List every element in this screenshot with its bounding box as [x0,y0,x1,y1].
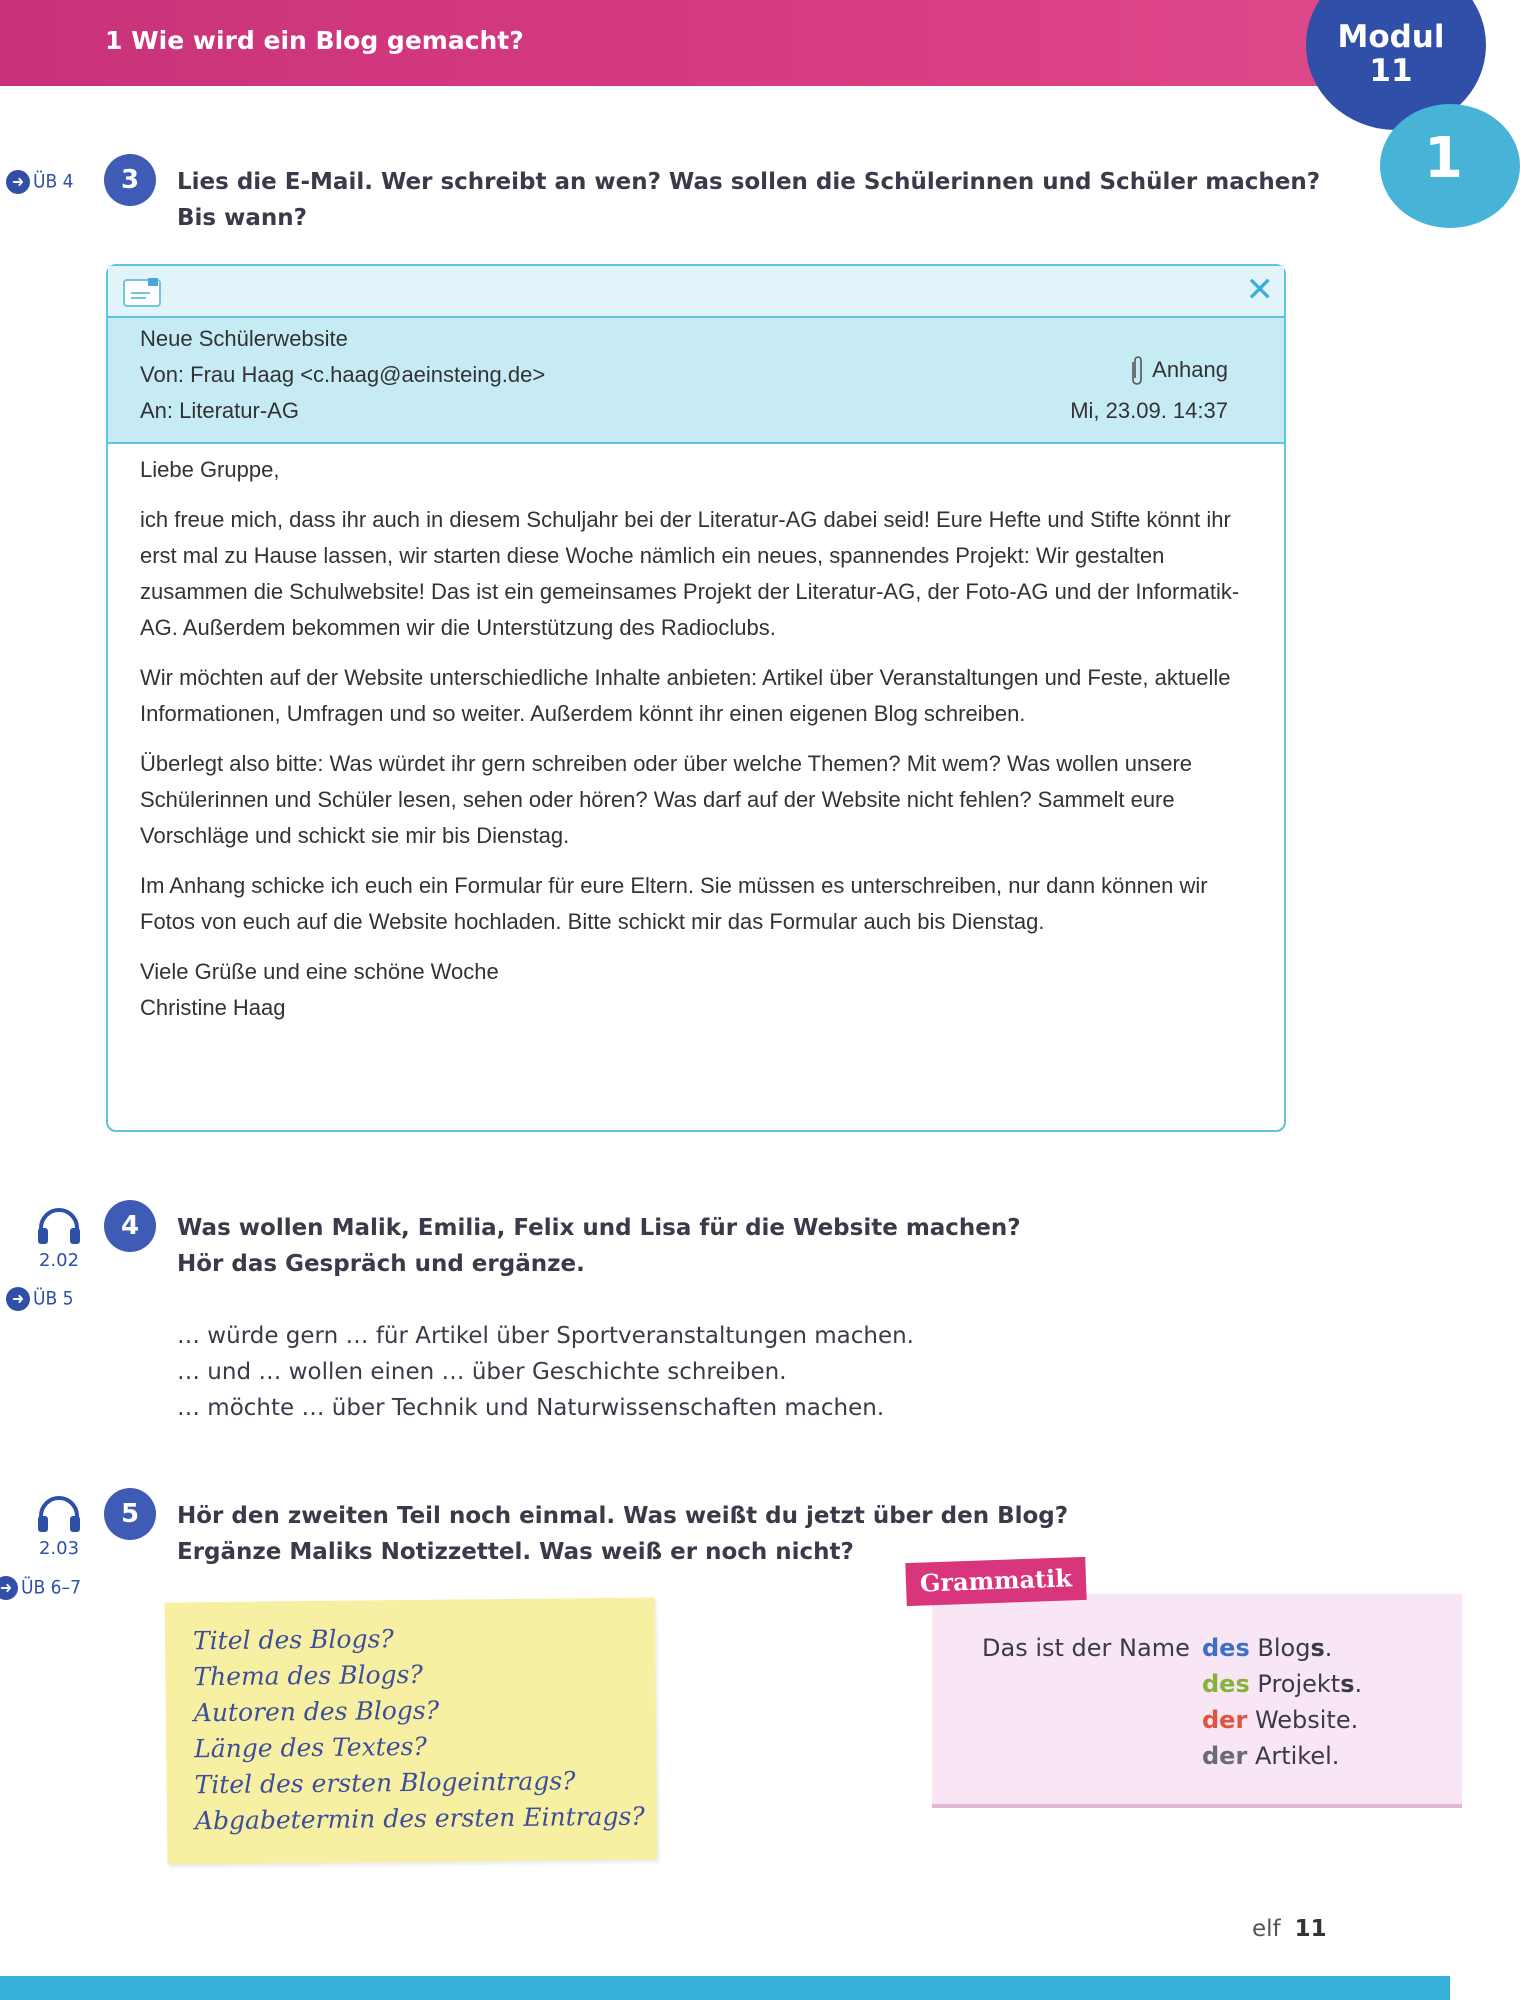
chapter-badge [1380,104,1520,228]
note-line: Abgabetermin des ersten Eintrags? [194,1801,645,1836]
header-band [0,0,1380,86]
headphones-icon [35,1206,83,1246]
email-paragraph: Wir möchten auf der Website unterschiedliche Inhalte anbieten: Artikel über Veranstaltungen und Feste, aktuelle Informationen, Umfragen und so weiter. Außerdem könnt ihr einen eigenen Blog schreiben. [140,665,1231,726]
email-date: Mi, 23.09. 14:37 [1070,398,1228,423]
note-line: Länge des Textes? [194,1731,427,1764]
exercise3-ref[interactable]: ➜ ÜB 4 [6,170,74,194]
grammar-box [932,1594,1462,1808]
email-paragraph: Überlegt also bitte: Was würdet ihr gern schreiben oder über welche Themen? Mit wem? Was wollen unsere Schülerinnen und Schüler lesen, sehen oder hören? Was darf auf der Website nicht fehlen? Sammelt eure Vorschläge und schickt sie mir bis Dienstag. [140,751,1193,848]
email-to: An: Literatur-AG [140,398,299,423]
mail-icon [122,276,164,308]
email-titlebar [108,266,1284,318]
exercise4-question: Was wollen Malik, Emilia, Felix und Lisa für die Website machen? Hör das Gespräch und ergänze. [177,1215,1021,1277]
email-paragraph: Im Anhang schicke ich euch ein Formular für eure Eltern. Sie müssen es unterschreiben, nur dann können wir Fotos von euch auf die Website hochladen. Bitte schickt mir das Formular auch bis Dienstag. [140,873,1208,934]
email-header [108,318,1284,444]
modul-label: Modul [1337,19,1445,55]
exercise5-ref[interactable]: ➜ ÜB 6–7 [0,1576,81,1600]
email-greeting: Liebe Gruppe, [140,457,280,482]
note-line: Titel des Blogs? [192,1624,394,1656]
note-line: Autoren des Blogs? [193,1695,440,1728]
email-closing: Viele Grüße und eine schöne Woche [140,959,499,984]
grammar-row: des Projekts. [1202,1670,1363,1698]
email-subject: Neue Schülerwebsite [140,326,348,351]
email-body [140,452,1260,1026]
exercise4-audio[interactable]: 2.02 [24,1206,94,1271]
grammar-row: des Blogs. [1202,1634,1333,1662]
email-attachment[interactable]: Anhang [1128,354,1228,388]
chapter-number: 1 [1424,126,1463,191]
email-signature: Christine Haag [140,995,286,1020]
gap-line: … würde gern … für Artikel über Sportveranstaltungen machen. [177,1323,914,1349]
exercise3-question: Lies die E-Mail. Wer schreibt an wen? Was sollen die Schülerinnen und Schüler machen? Bis wann? [177,169,1321,231]
email-from: Von: Frau Haag <c.haag@aeinsteing.de> [140,362,546,387]
sticky-note [165,1597,658,1864]
grammar-row: der Artikel. [1202,1742,1340,1770]
page-title: 1 Wie wird ein Blog gemacht? [105,26,524,55]
exercise4-number: 4 [104,1200,156,1252]
modul-number: 11 [1369,53,1413,89]
exercise5-audio[interactable]: 2.03 [24,1494,94,1559]
paperclip-icon [1128,354,1146,388]
grammar-lead: Das ist der Name [982,1634,1190,1662]
arrow-right-icon: ➜ [0,1576,18,1600]
footer-band [0,1976,1450,2000]
note-line: Thema des Blogs? [193,1659,423,1692]
exercise5-question: Hör den zweiten Teil noch einmal. Was weißt du jetzt über den Blog? Ergänze Maliks Notizzettel. Was weiß er noch nicht? [177,1503,1069,1565]
exercise4-ref[interactable]: ➜ ÜB 5 [6,1287,74,1311]
grammar-tag: Grammatik [905,1557,1086,1606]
exercise4-lines [177,1318,914,1426]
exercise5-number: 5 [104,1488,156,1540]
email-window [106,264,1286,1132]
gap-line: … möchte … über Technik und Naturwissenschaften machen. [177,1395,885,1421]
exercise3-number: 3 [104,154,156,206]
close-icon[interactable]: ✕ [1245,270,1274,310]
headphones-icon [35,1494,83,1534]
email-paragraph: ich freue mich, dass ihr auch in diesem Schuljahr bei der Literatur-AG dabei seid! Eure Hefte und Stifte könnt ihr erst mal zu Hause lassen, wir starten diese Woche nämlich ein neues, spannendes Projekt: Wir gestalten zusammen die Schulwebsite! Das ist ein gemeinsames Projekt der Literatur-AG, der Foto-AG und der Informatik-AG. Außerdem bekommen wir die Unterstützung des Radioclubs. [140,507,1240,640]
note-line: Titel des ersten Blogeintrags? [194,1766,576,1800]
arrow-right-icon: ➜ [6,1287,30,1311]
page-number: elf 11 [1252,1916,1327,1942]
grammar-row: der Website. [1202,1706,1359,1734]
arrow-right-icon: ➜ [6,170,30,194]
gap-line: … und … wollen einen … über Geschichte schreiben. [177,1359,787,1385]
